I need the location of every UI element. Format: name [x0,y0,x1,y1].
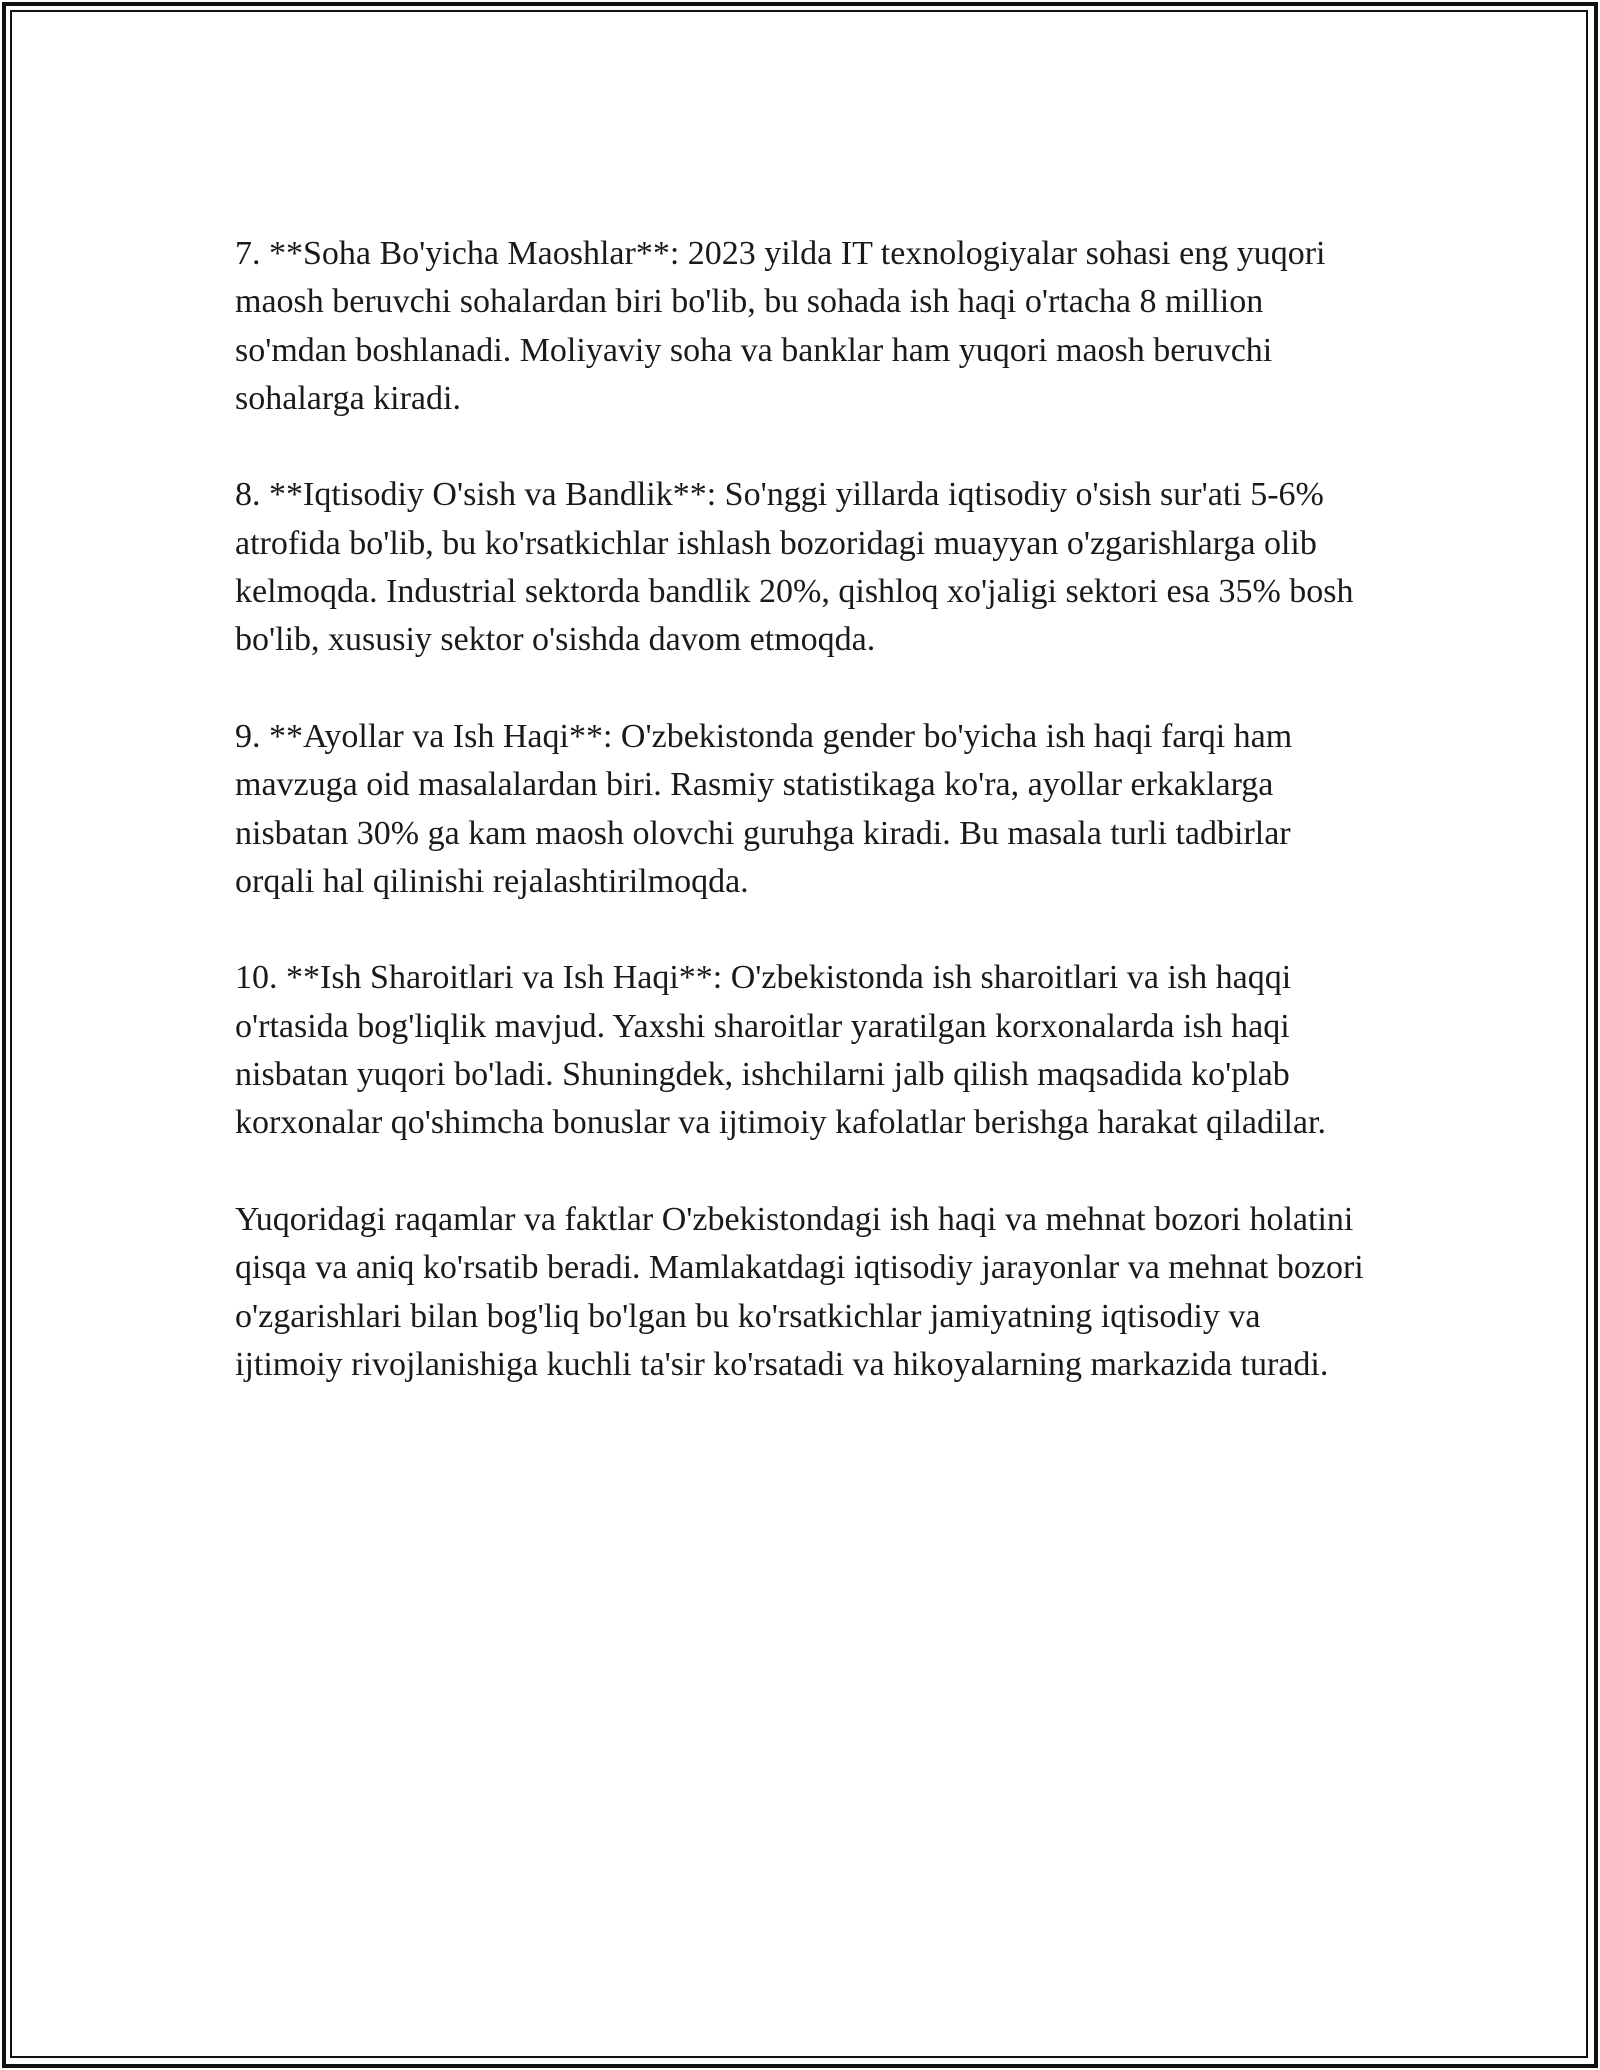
paragraph-ayollar-ish-haqi: 9. **Ayollar va Ish Haqi**: O'zbekistonda gender bo'yicha ish haqi farqi ham mavzuga oid masalalardan biri. Rasmiy statistikaga ko'ra, ayollar erkaklarga nisbatan 30% ga kam maosh olovchi guruhga kiradi. Bu masala turli tadbirlar orqali hal qilinishi rejalashtirilmoqda. [235,717,1293,900]
paragraph-conclusion: Yuqoridagi raqamlar va faktlar O'zbekistondagi ish haqi va mehnat bozori holatini qisqa va aniq ko'rsatib beradi. Mamlakatdagi iqtisodiy jarayonlar va mehnat bozori o'zgarishlari bilan bog'liq bo'lgan bu ko'rsatkichlar jamiyatning iqtisodiy va ijtimoiy rivojlanishiga kuchli ta'sir ko'rsatadi va hikoyalarning markazida turadi. [235,1200,1364,1383]
paragraph-ish-sharoitlari: 10. **Ish Sharoitlari va Ish Haqi**: O'zbekistonda ish sharoitlari va ish haqqi o'rtasida bog'liqlik mavjud. Yaxshi sharoitlar yaratilgan korxonalarda ish haqi nisbatan yuqori bo'ladi. Shuningdek, ishchilarni jalb qilish maqsadida ko'plab korxonalar qo'shimcha bonuslar va ijtimoiy kafolatlar berishga harakat qiladilar. [235,959,1326,1142]
paragraph-soha-maoshlar: 7. **Soha Bo'yicha Maoshlar**: 2023 yilda IT texnologiyalar sohasi eng yuqori maosh beruvchi sohalardan biri bo'lib, bu sohada ish haqi o'rtacha 8 million so'mdan boshlanadi. Moliyaviy soha va banklar ham yuqori maosh beruvchi sohalarga kiradi. [235,235,1326,417]
paragraph-iqtisodiy-osish: 8. **Iqtisodiy O'sish va Bandlik**: So'nggi yillarda iqtisodiy o'sish sur'ati 5-6% atrofida bo'lib, bu ko'rsatkichlar ishlash bozoridagi muayyan o'zgarishlarga olib kelmoqda. Industrial sektorda bandlik 20%, qishloq xo'jaligi sektori esa 35% bosh bo'lib, xususiy sektor o'sishda davom etmoqda. [235,476,1354,659]
document-body [235,230,1365,1437]
